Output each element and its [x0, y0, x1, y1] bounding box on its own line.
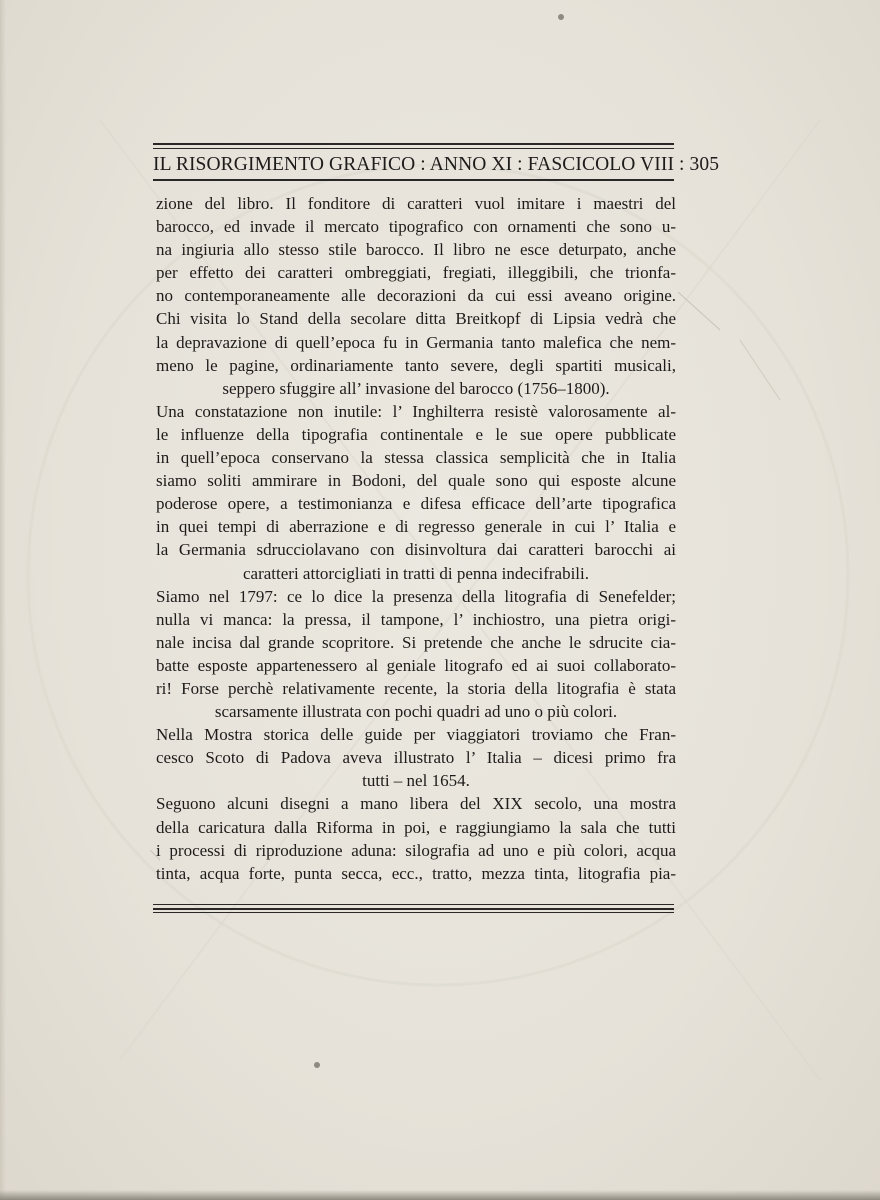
body-text — [156, 192, 676, 885]
text-line: le influenze della tipografia continentale e le sue opere pubblicate — [156, 424, 676, 444]
header-bottom-rule — [153, 179, 674, 181]
text-line: barocco, ed invade il mercato tipografico con ornamenti che sono u- — [156, 217, 676, 237]
text-line: in quei tempi di aberrazione e di regresso generale in cui l’ Italia e — [156, 517, 676, 537]
text-line: per effetto dei caratteri ombreggiati, fregiati, illeggibili, che trionfa- — [156, 263, 676, 283]
text-line: nulla vi manca: la pressa, il tampone, l’ inchiostro, una pietra origi- — [156, 609, 676, 629]
paper-speck — [314, 1062, 320, 1068]
text-line: Siamo nel 1797: ce lo dice la presenza della litografia di Senefelder; — [156, 586, 676, 606]
text-line: caratteri attorcigliati in tratti di penna indecifrabili. — [243, 563, 589, 583]
text-line: tinta, acqua forte, punta secca, ecc., tratto, mezza tinta, litografia pia- — [156, 863, 676, 883]
text-line: seppero sfuggire all’ invasione del barocco (1756–1800). — [222, 378, 610, 398]
text-line: scarsamente illustrata con pochi quadri ad uno o più colori. — [214, 702, 618, 722]
text-line: i processi di riproduzione aduna: silografia ad uno e più colori, acqua — [156, 840, 676, 860]
text-line: poderose opere, a testimonianza e difesa efficace dell’arte tipografica — [156, 494, 676, 514]
text-line: Nella Mostra storica delle guide per viaggiatori troviamo che Fran- — [156, 725, 676, 745]
text-line: na ingiuria allo stesso stile barocco. Il libro ne esce deturpato, anche — [156, 240, 676, 260]
text-line: no contemporaneamente alle decorazioni da cui essi aveano origine. — [156, 286, 676, 306]
text-line: ri! Forse perchè relativamente recente, la storia della litografia è stata — [156, 678, 676, 698]
text-line: meno le pagine, ordinariamente tanto severe, degli spartiti musicali, — [156, 355, 676, 375]
text-line: della caricatura dalla Riforma in poi, e raggiungiamo la sala che tutti — [156, 817, 676, 837]
text-line: la depravazione di quell’epoca fu in Germania tanto malefica che nem- — [156, 332, 676, 352]
text-line: Una constatazione non inutile: l’ Inghilterra resistè valorosamente al- — [156, 401, 676, 421]
text-line: siamo soliti ammirare in Bodoni, del quale sono qui esposte alcune — [156, 471, 676, 491]
running-header: IL RISORGIMENTO GRAFICO : ANNO XI : FASCICOLO VIII : 305 — [153, 154, 720, 175]
text-line: Seguono alcuni disegni a mano libera del XIX secolo, una mostra — [156, 794, 676, 814]
text-line: nale incisa dal grande scopritore. Si pretende che anche le sdrucite cia- — [156, 632, 676, 652]
text-line: cesco Scoto di Padova aveva illustrato l’ Italia – dicesi primo fra — [156, 748, 676, 768]
footer-rule — [153, 904, 674, 913]
text-line: Chi visita lo Stand della secolare ditta Breitkopf di Lipsia vedrà che — [156, 309, 676, 329]
text-line: la Germania sdrucciolavano con disinvoltura dai caratteri barocchi ai — [156, 540, 676, 560]
text-line: tutti – nel 1654. — [362, 771, 470, 791]
text-line: batte esposte appartenessero al geniale litografo ed ai suoi collaborato- — [156, 655, 676, 675]
page-bottom-edge — [0, 1190, 880, 1200]
text-line: in quell’epoca conservano la stessa classica semplicità che in Italia — [156, 448, 676, 468]
paper-speck — [558, 14, 564, 20]
header-top-rule — [153, 143, 674, 149]
text-line: zione del libro. Il fonditore di caratteri vuol imitare i maestri del — [156, 194, 676, 213]
